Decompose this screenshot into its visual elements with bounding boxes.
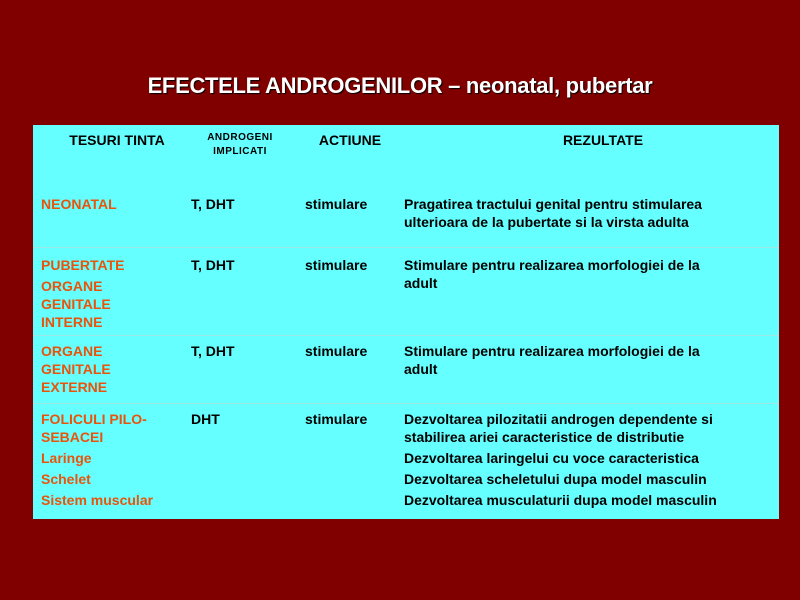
row4-rezultate-4: Dezvoltarea musculaturii dupa model masculin xyxy=(404,492,717,508)
row-divider xyxy=(33,247,779,248)
row3-androgeni: T, DHT xyxy=(191,343,235,359)
slide-title: EFECTELE ANDROGENILOR – neonatal, pubertar xyxy=(147,73,653,98)
row2-actiune: stimulare xyxy=(305,257,368,273)
row4-tesuri-2: Laringe xyxy=(41,450,92,466)
row2-androgeni: T, DHT xyxy=(191,257,235,273)
row4-androgeni: DHT xyxy=(191,411,220,427)
row1-tesuri-0: NEONATAL xyxy=(41,196,117,212)
row4-tesuri-3: Schelet xyxy=(41,471,91,487)
row-divider xyxy=(33,335,779,336)
row-divider xyxy=(33,403,779,404)
row4-tesuri-1: SEBACEI xyxy=(41,429,104,445)
row1-rezultate-0: Pragatirea tractului genital pentru stimularea xyxy=(404,196,702,212)
androgen-effects-table xyxy=(33,125,779,519)
row3-tesuri-0: ORGANE xyxy=(41,343,103,359)
header-androgeni-line1: ANDROGENI xyxy=(207,132,273,143)
row3-rezultate-0: Stimulare pentru realizarea morfologiei de la xyxy=(404,343,700,359)
row2-tesuri-3: INTERNE xyxy=(41,314,103,330)
row2-tesuri-1: ORGANE xyxy=(41,278,103,294)
row1-androgeni: T, DHT xyxy=(191,196,235,212)
row3-rezultate-1: adult xyxy=(404,361,438,377)
row2-rezultate-1: adult xyxy=(404,275,438,291)
header-androgeni-line2: IMPLICATI xyxy=(213,146,267,157)
header-actiune: ACTIUNE xyxy=(318,132,382,148)
row1-rezultate-1: ulterioara de la pubertate si la virsta adulta xyxy=(404,214,689,230)
row2-tesuri-0: PUBERTATE xyxy=(41,257,125,273)
row3-tesuri-2: EXTERNE xyxy=(41,379,108,395)
row2-tesuri-2: GENITALE xyxy=(41,296,111,312)
row4-rezultate-3: Dezvoltarea scheletului dupa model masculin xyxy=(404,471,707,487)
row3-tesuri-1: GENITALE xyxy=(41,361,111,377)
row4-rezultate-0: Dezvoltarea pilozitatii androgen dependente si xyxy=(404,411,713,427)
row4-actiune: stimulare xyxy=(305,411,368,427)
row4-tesuri-4: Sistem muscular xyxy=(41,492,154,508)
row3-actiune: stimulare xyxy=(305,343,368,359)
row4-rezultate-1: stabilirea ariei caracteristice de distributie xyxy=(404,429,685,445)
header-tesuri-tinta: TESURI TINTA xyxy=(69,132,165,148)
row4-rezultate-2: Dezvoltarea laringelui cu voce caracteristica xyxy=(404,450,699,466)
row1-actiune: stimulare xyxy=(305,196,368,212)
header-rezultate: REZULTATE xyxy=(562,132,644,148)
row2-rezultate-0: Stimulare pentru realizarea morfologiei de la xyxy=(404,257,700,273)
row4-tesuri-0: FOLICULI PILO- xyxy=(41,411,147,427)
